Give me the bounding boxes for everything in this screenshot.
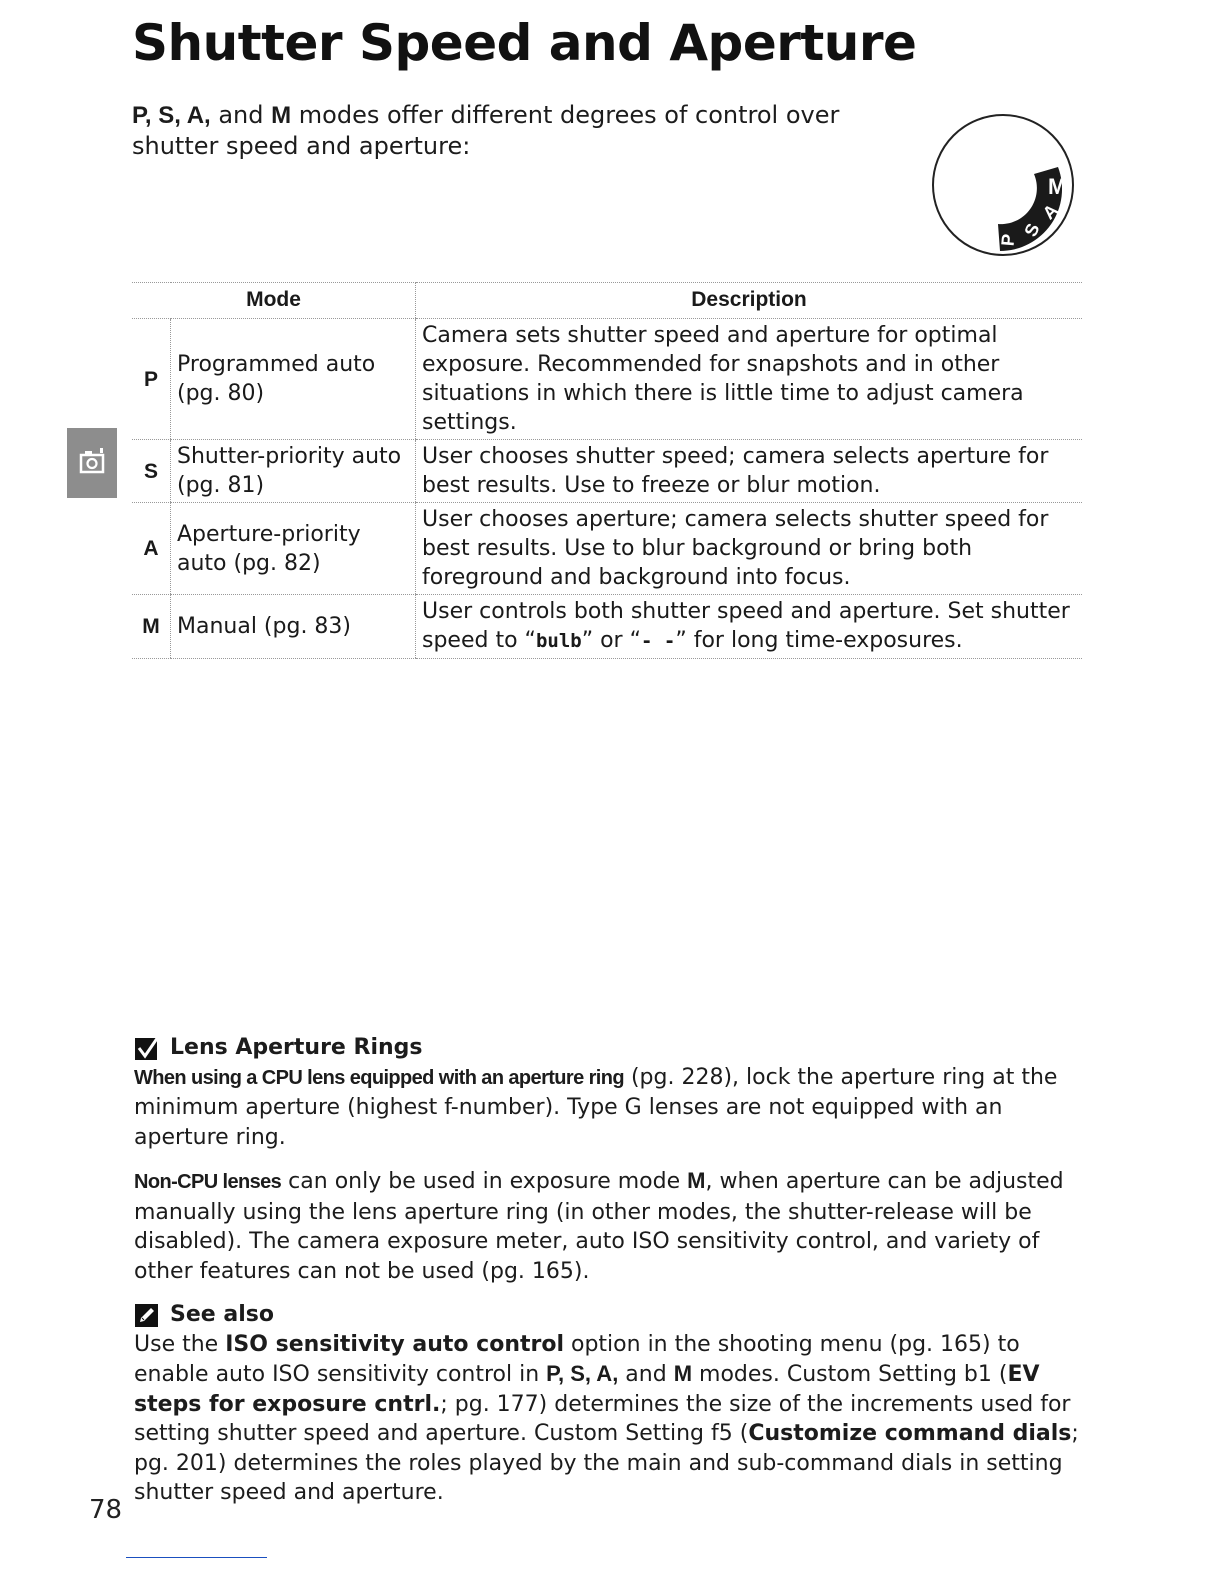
lens-rings-p2 [134,1166,1084,1286]
mode-dial-illustration [930,112,1082,264]
see-also-text-4: modes. Custom Setting b1 ( [692,1362,1008,1387]
section-tab [67,428,117,498]
pencil-icon [134,1302,160,1328]
caution-check-icon [134,1035,160,1061]
see-also-paragraph [134,1330,1084,1508]
lens-rings-p2-lead: Non-CPU lenses [134,1171,282,1193]
footer-rule [126,1557,267,1558]
see-also-modes: P, S, A, [546,1361,619,1386]
intro-rest: modes offer different degrees of control over shutter speed and aperture: [132,101,840,160]
mode-letter: A [132,503,171,595]
ev-steps-term: EV steps for exposure cntrl. [134,1362,1040,1417]
mode-name: Programmed auto (pg. 80) [171,319,416,440]
header-description: Description [416,283,1083,319]
mode-name: Shutter-priority auto (pg. 81) [171,440,416,503]
bulb-lcd-text: bulb [535,630,582,652]
see-also-text-1: Use the [134,1331,226,1357]
lens-rings-p2-mode: M [687,1168,706,1193]
see-also-title: See also [170,1302,274,1327]
mode-letter: M [132,595,171,659]
dial-letter-a: A [1038,199,1063,224]
table-header-row [132,283,1082,319]
mode-name: Aperture-priority auto (pg. 82) [171,503,416,595]
table-row [132,595,1082,659]
table-row [132,319,1082,440]
intro-and: and [218,101,264,129]
dial-letter-s: S [1020,220,1044,240]
intro-paragraph [132,100,902,162]
mode-letter: P [132,319,171,440]
mode-description: User chooses shutter speed; camera selects aperture for best results. Use to freeze or blur motion. [416,440,1083,503]
mode-description: User chooses aperture; camera selects shutter speed for best results. Use to blur background or bring both foreground and background into focus. [416,503,1083,595]
mode-description: Camera sets shutter speed and aperture for optimal exposure. Recommended for snapshots and in other situations in which there is little time to adjust camera settings. [416,319,1083,440]
customize-dials-term: Customize command dials [748,1421,1072,1446]
manual-desc-post: ” for long time-exposures. [675,628,963,653]
page-number: 78 [89,1495,123,1525]
see-also-text-3: and [618,1362,674,1387]
dash-lcd-text: - - [641,630,676,652]
dial-letter-p: P [997,233,1019,247]
mode-letter: S [132,440,171,503]
see-also-text-6: ; pg. 201) determines the roles played by the main and sub-command dials in setting shutter speed and aperture. [134,1421,1079,1505]
modes-table [132,282,1082,659]
lens-rings-p1 [134,1063,1084,1153]
lens-rings-heading [134,1033,1084,1063]
lens-rings-title: Lens Aperture Rings [170,1035,423,1060]
dial-letter-m: M [1048,174,1067,199]
table-row [132,440,1082,503]
see-also-heading [134,1300,1084,1330]
see-also-text-5: ; pg. 177) determines the size of the increments used for setting shutter speed and aperture. Custom Setting f5 ( [134,1391,1071,1446]
see-also-text-2: option in the shooting menu (pg. 165) to enable auto ISO sensitivity control in [134,1331,1020,1387]
lens-rings-p1-rest: (pg. 228), lock the aperture ring at the minimum aperture (highest f-number). Type G lenses are not equipped with an aperture ring. [134,1064,1058,1150]
header-mode: Mode [132,283,416,319]
intro-modes: P, S, A, [132,102,211,129]
lens-rings-p2-rest: , when aperture can be adjusted manually using the lens aperture ring (in other modes, the shutter-release will be disabled). The camera exposure meter, auto ISO sensitivity control, and variety of other features can not be used (pg. 165). [134,1169,1064,1284]
see-also-mode-m: M [673,1361,693,1386]
intro-mode-m: M [271,102,292,129]
manual-desc-mid: ” or “ [581,628,641,653]
mode-description [416,595,1083,659]
camera-icon [67,428,117,498]
manual-desc-pre: User controls both shutter speed and aperture. Set shutter speed to “ [422,599,1070,653]
mode-name: Manual (pg. 83) [171,595,416,659]
notes-section [134,1033,1084,1508]
page-title: Shutter Speed and Aperture [132,14,917,72]
lens-rings-p2-mid: can only be used in exposure mode [281,1169,688,1194]
lens-rings-p1-lead: When using a CPU lens equipped with an aperture ring [134,1066,624,1089]
iso-auto-control-term: ISO sensitivity auto control [225,1331,565,1357]
table-row [132,503,1082,595]
